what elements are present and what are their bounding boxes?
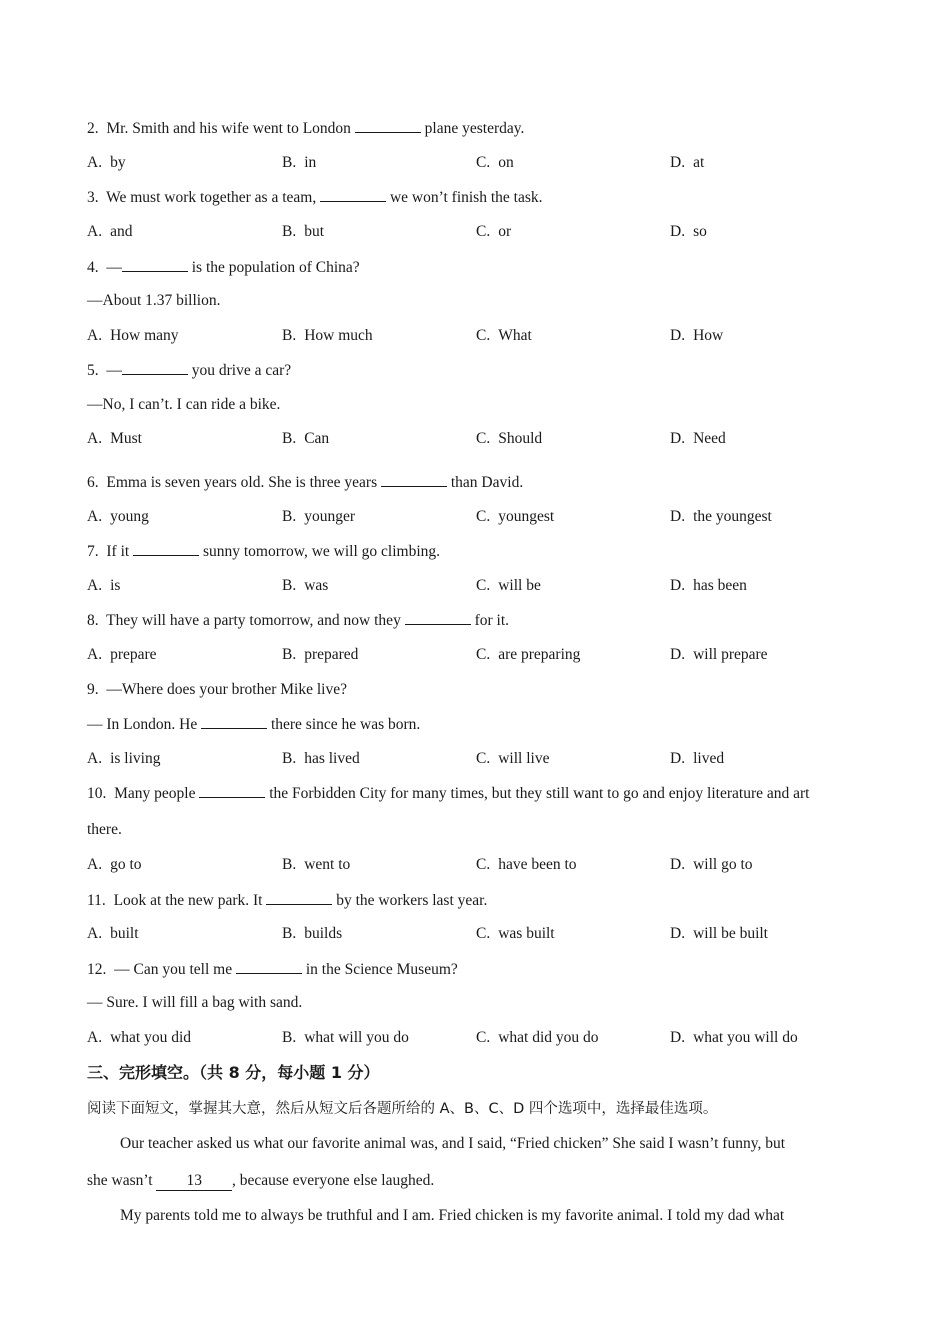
option-b[interactable]: B. went to [282, 856, 351, 873]
answer-blank [199, 783, 265, 798]
option-c[interactable]: C. youngest [476, 508, 555, 525]
question-5-reply: —No, I can’t. I can ride a bike. [87, 396, 281, 413]
question-7 [87, 541, 440, 562]
options-8 [87, 645, 867, 665]
question-text: is the population of China? [187, 259, 360, 276]
option-a[interactable]: A. Must [87, 430, 142, 447]
option-b[interactable]: B. younger [282, 508, 356, 525]
question-2 [87, 118, 524, 139]
option-d[interactable]: D. what you will do [670, 1029, 798, 1046]
passage-text: she wasn’t [87, 1172, 157, 1189]
question-12 [87, 959, 458, 980]
answer-blank [355, 118, 421, 133]
question-6 [87, 472, 523, 493]
question-text: plane yesterday. [420, 120, 525, 137]
question-10-continued: there. [87, 821, 122, 838]
passage-line: Our teacher asked us what our favorite animal was, and I said, “Fried chicken” She said I wasn’t funny, but [120, 1135, 786, 1152]
question-4 [87, 257, 360, 278]
question-text: by the workers last year. [332, 892, 488, 909]
option-d[interactable]: D. has been [670, 577, 747, 594]
option-c[interactable]: C. Should [476, 430, 543, 447]
question-text: We must work together as a team, [106, 189, 321, 206]
option-c[interactable]: C. on [476, 154, 514, 171]
question-11 [87, 890, 487, 911]
question-text: They will have a party tomorrow, and now they [106, 612, 405, 629]
option-a[interactable]: A. and [87, 223, 133, 240]
passage-text: , because everyone else laughed. [231, 1172, 435, 1189]
answer-blank [236, 959, 302, 974]
answer-blank [122, 257, 188, 272]
passage-line [87, 1171, 434, 1191]
question-4-reply: —About 1.37 billion. [87, 292, 221, 309]
option-c[interactable]: C. have been to [476, 856, 577, 873]
question-text: for it. [470, 612, 510, 629]
option-c[interactable]: C. was built [476, 925, 555, 942]
option-a[interactable]: A. is [87, 577, 121, 594]
answer-blank [201, 714, 267, 729]
option-a[interactable]: A. prepare [87, 646, 157, 663]
option-b[interactable]: B. prepared [282, 646, 359, 663]
option-d[interactable]: D. so [670, 223, 707, 240]
question-text: —Where does your brother Mike live? [106, 681, 347, 698]
option-b[interactable]: B. but [282, 223, 325, 240]
question-text: there since he was born. [267, 716, 421, 733]
option-d[interactable]: D. How [670, 327, 724, 344]
question-text: sunny tomorrow, we will go climbing. [199, 543, 441, 560]
options-3 [87, 222, 867, 242]
question-5 [87, 360, 291, 381]
options-4 [87, 326, 867, 346]
question-number: 6. [87, 474, 99, 491]
answer-blank [266, 890, 332, 905]
cloze-blank-13[interactable]: 13 [156, 1172, 232, 1191]
option-d[interactable]: D. will prepare [670, 646, 768, 663]
option-b[interactable]: B. has lived [282, 750, 360, 767]
option-b[interactable]: B. was [282, 577, 329, 594]
option-b[interactable]: B. what will you do [282, 1029, 409, 1046]
option-b[interactable]: B. builds [282, 925, 343, 942]
question-9-reply [87, 714, 420, 735]
option-a[interactable]: A. go to [87, 856, 142, 873]
option-b[interactable]: B. How much [282, 327, 373, 344]
question-text: Mr. Smith and his wife went to London [106, 120, 355, 137]
question-text: Emma is seven years old. She is three years [106, 474, 381, 491]
question-text: we won’t finish the task. [386, 189, 543, 206]
passage-line: My parents told me to always be truthful and I am. Fried chicken is my favorite animal. I told my dad what [120, 1207, 785, 1224]
question-text: in the Science Museum? [301, 961, 458, 978]
question-text: — [106, 362, 122, 379]
option-a[interactable]: A. is living [87, 750, 161, 767]
option-d[interactable]: D. at [670, 154, 705, 171]
options-7 [87, 576, 867, 596]
options-11 [87, 924, 867, 944]
option-c[interactable]: C. What [476, 327, 532, 344]
question-number: 3. [87, 189, 99, 206]
question-text: If it [106, 543, 134, 560]
question-number: 10. [87, 785, 107, 802]
question-number: 8. [87, 612, 99, 629]
question-10 [87, 783, 809, 804]
option-c[interactable]: C. will be [476, 577, 541, 594]
option-b[interactable]: B. Can [282, 430, 330, 447]
question-text: the Forbidden City for many times, but they still want to go and enjoy literature and art [265, 785, 810, 802]
option-d[interactable]: D. will go to [670, 856, 753, 873]
option-c[interactable]: C. or [476, 223, 512, 240]
options-9 [87, 749, 867, 769]
question-text: than David. [447, 474, 524, 491]
answer-blank [320, 187, 386, 202]
question-text: Look at the new park. It [113, 892, 267, 909]
option-b[interactable]: B. in [282, 154, 317, 171]
option-a[interactable]: A. by [87, 154, 126, 171]
answer-blank [405, 610, 471, 625]
question-8 [87, 610, 509, 631]
question-number: 7. [87, 543, 99, 560]
question-12-reply: — Sure. I will fill a bag with sand. [87, 994, 303, 1011]
question-number: 12. [87, 961, 107, 978]
section-title: 三、完形填空。（共 8 分，每小题 1 分） [87, 1063, 380, 1082]
option-c[interactable]: C. what did you do [476, 1029, 599, 1046]
answer-blank [133, 541, 199, 556]
option-d[interactable]: D. Need [670, 430, 726, 447]
question-number: 5. [87, 362, 99, 379]
question-text: — Can you tell me [114, 961, 236, 978]
option-a[interactable]: A. what you did [87, 1029, 192, 1046]
question-number: 2. [87, 120, 99, 137]
question-number: 4. [87, 259, 99, 276]
question-text: — [106, 259, 122, 276]
answer-blank [122, 360, 188, 375]
option-a[interactable]: A. How many [87, 327, 179, 344]
section-instruction: 阅读下面短文，掌握其大意，然后从短文后各题所给的 A、B、C、D 四个选项中，选择最佳选项。 [87, 1101, 718, 1117]
options-2 [87, 153, 867, 173]
option-c[interactable]: C. will live [476, 750, 550, 767]
question-number: 9. [87, 681, 99, 698]
question-text: you drive a car? [187, 362, 292, 379]
question-text: — In London. He [87, 716, 202, 733]
question-9 [87, 680, 347, 700]
answer-blank [381, 472, 447, 487]
option-c[interactable]: C. are preparing [476, 646, 581, 663]
options-6 [87, 507, 867, 527]
question-text: Many people [114, 785, 200, 802]
question-number: 11. [87, 892, 106, 909]
option-d[interactable]: D. will be built [670, 925, 768, 942]
options-12 [87, 1028, 867, 1048]
option-a[interactable]: A. built [87, 925, 139, 942]
option-a[interactable]: A. young [87, 508, 149, 525]
options-5 [87, 429, 867, 449]
options-10 [87, 855, 867, 875]
option-d[interactable]: D. lived [670, 750, 725, 767]
option-d[interactable]: D. the youngest [670, 508, 772, 525]
question-3 [87, 187, 543, 208]
